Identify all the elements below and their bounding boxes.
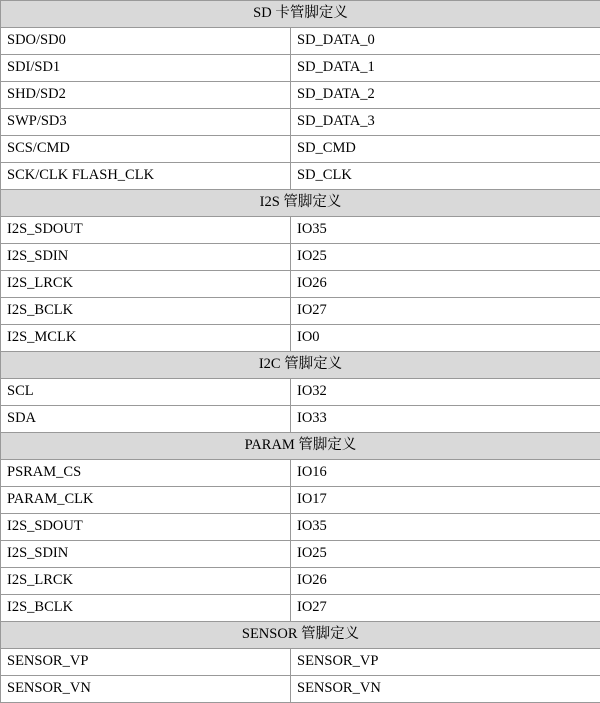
table-row [1, 28, 600, 55]
table-row [1, 487, 600, 514]
section-header-row [1, 622, 600, 649]
table-row [1, 136, 600, 163]
table-row [1, 379, 600, 406]
pin-value-cell: SD_DATA_2 [291, 82, 600, 109]
pin-value-cell: SD_CLK [291, 163, 600, 190]
table-row [1, 298, 600, 325]
pin-name-cell: I2S_LRCK [1, 271, 291, 298]
pin-value-cell: IO26 [291, 568, 600, 595]
pin-value-cell: IO17 [291, 487, 600, 514]
pin-name-cell: SCS/CMD [1, 136, 291, 163]
pin-name-cell: SHD/SD2 [1, 82, 291, 109]
pin-value-cell: IO32 [291, 379, 600, 406]
pin-name-cell: I2S_SDIN [1, 244, 291, 271]
section-header-row [1, 352, 600, 379]
pin-name-cell: I2S_BCLK [1, 298, 291, 325]
pin-name-cell: I2S_SDIN [1, 541, 291, 568]
table-row [1, 460, 600, 487]
pin-name-cell: PARAM_CLK [1, 487, 291, 514]
section-header-row [1, 190, 600, 217]
pin-value-cell: IO35 [291, 217, 600, 244]
pin-value-cell: SD_DATA_3 [291, 109, 600, 136]
pin-value-cell: SENSOR_VP [291, 649, 600, 676]
pin-value-cell: IO33 [291, 406, 600, 433]
pin-name-cell: SDO/SD0 [1, 28, 291, 55]
section-header-label: I2S 管脚定义 [1, 190, 600, 217]
pin-name-cell: I2S_MCLK [1, 325, 291, 352]
pin-name-cell: SDI/SD1 [1, 55, 291, 82]
pin-value-cell: SD_DATA_0 [291, 28, 600, 55]
table-row [1, 676, 600, 703]
pin-name-cell: SWP/SD3 [1, 109, 291, 136]
section-header-row [1, 433, 600, 460]
pin-value-cell: IO27 [291, 595, 600, 622]
section-header-label: PARAM 管脚定义 [1, 433, 600, 460]
pin-value-cell: SD_DATA_1 [291, 55, 600, 82]
pin-value-cell: IO35 [291, 514, 600, 541]
pin-name-cell: I2S_SDOUT [1, 514, 291, 541]
table-row [1, 82, 600, 109]
pin-value-cell: IO25 [291, 541, 600, 568]
pin-value-cell: IO25 [291, 244, 600, 271]
pin-name-cell: I2S_SDOUT [1, 217, 291, 244]
pin-name-cell: SENSOR_VP [1, 649, 291, 676]
pin-value-cell: IO27 [291, 298, 600, 325]
table-row [1, 271, 600, 298]
pin-name-cell: I2S_LRCK [1, 568, 291, 595]
table-row [1, 595, 600, 622]
table-row [1, 325, 600, 352]
pin-definition-body [1, 1, 600, 703]
table-row [1, 109, 600, 136]
pin-value-cell: IO16 [291, 460, 600, 487]
pin-name-cell: I2S_BCLK [1, 595, 291, 622]
section-header-label: SD 卡管脚定义 [1, 1, 600, 28]
section-header-label: SENSOR 管脚定义 [1, 622, 600, 649]
table-row [1, 163, 600, 190]
section-header-label: I2C 管脚定义 [1, 352, 600, 379]
table-row [1, 55, 600, 82]
table-row [1, 217, 600, 244]
table-row [1, 649, 600, 676]
pin-name-cell: SENSOR_VN [1, 676, 291, 703]
pin-name-cell: PSRAM_CS [1, 460, 291, 487]
pin-value-cell: IO0 [291, 325, 600, 352]
section-header-row [1, 1, 600, 28]
pin-name-cell: SCL [1, 379, 291, 406]
table-row [1, 244, 600, 271]
pin-value-cell: SD_CMD [291, 136, 600, 163]
table-row [1, 541, 600, 568]
pin-name-cell: SDA [1, 406, 291, 433]
table-row [1, 406, 600, 433]
pin-value-cell: SENSOR_VN [291, 676, 600, 703]
table-row [1, 514, 600, 541]
table-row [1, 568, 600, 595]
pin-value-cell: IO26 [291, 271, 600, 298]
pin-name-cell: SCK/CLK FLASH_CLK [1, 163, 291, 190]
